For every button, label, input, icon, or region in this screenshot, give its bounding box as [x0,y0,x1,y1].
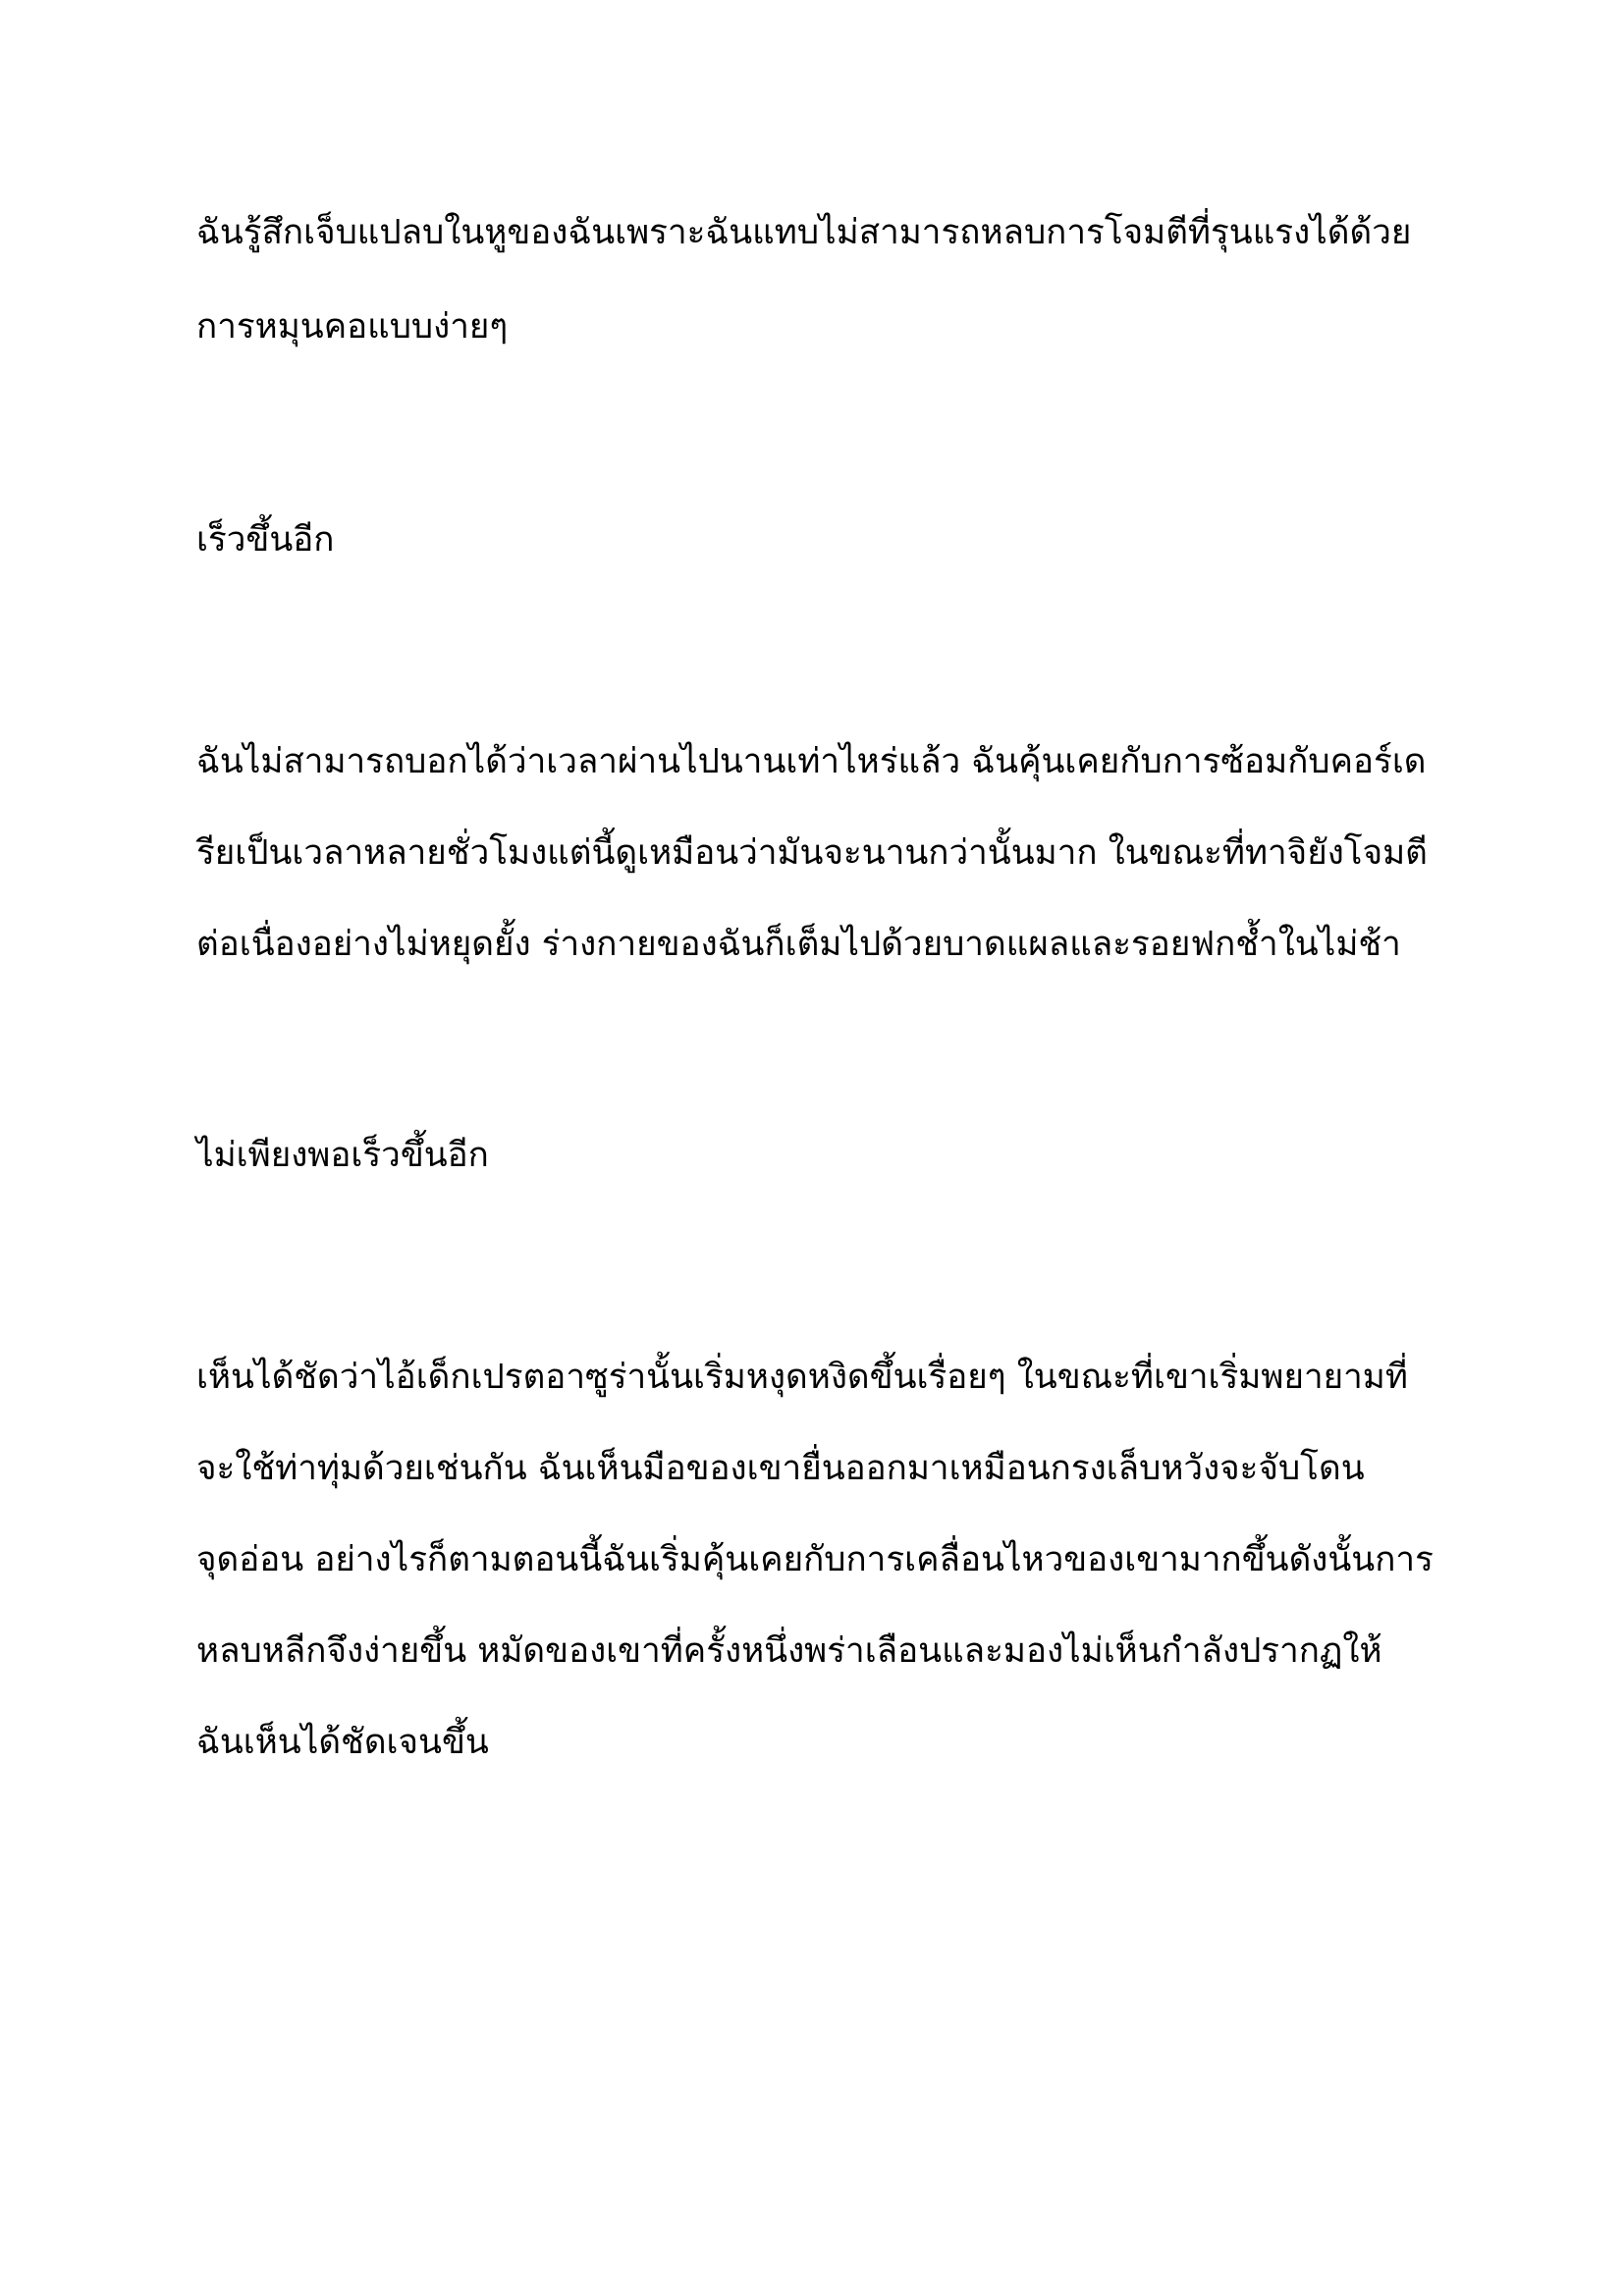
text-line: การหมุนคอแบบง่ายๆ [196,307,509,347]
text-line: จุดอ่อน อย่างไรก็ตามตอนนี้ฉันเริ่มคุ้นเคยกับการเคลื่อนไหวของเขามากขึ้นดังนั้นการ [196,1540,1434,1579]
text-line: ไม่เพียงพอเร็วขึ้นอีก [196,1136,489,1175]
text-line: เห็นได้ชัดว่าไอ้เด็กเปรตอาซูร่านั้นเริ่มหงุดหงิดขึ้นเรื่อยๆ ในขณะที่เขาเริ่มพยายามที่ [196,1358,1408,1397]
text-line: ต่อเนื่องอย่างไม่หยุดยั้ง ร่างกายของฉันก็เต็มไปด้วยบาดแผลและรอยฟกช้ำในไม่ช้า [196,925,1401,964]
text-line: หลบหลีกจึงง่ายขึ้น หมัดของเขาที่ครั้งหนึ่งพร่าเลือนและมองไม่เห็นกำลังปรากฏให้ [196,1631,1382,1671]
text-line: ฉันรู้สึกเจ็บแปลบในหูของฉันเพราะฉันแทบไม่สามารถหลบการโจมตีที่รุนแรงได้ด้วย [196,213,1412,252]
text-line: ฉันเห็นได้ชัดเจนขึ้น [196,1723,489,1762]
text-line: ฉันไม่สามารถบอกได้ว่าเวลาผ่านไปนานเท่าไหร่แล้ว ฉันคุ้นเคยกับการซ้อมกับคอร์เด [196,742,1427,781]
text-line: รียเป็นเวลาหลายชั่วโมงแต่นี้ดูเหมือนว่ามันจะนานกว่านั้นมาก ในขณะที่ทาจิยังโจมตี [196,833,1428,873]
text-line: จะใช้ท่าทุ่มด้วยเช่นกัน ฉันเห็นมือของเขายื่นออกมาเหมือนกรงเล็บหวังจะจับโดน [196,1449,1365,1488]
text-line: เร็วขึ้นอีก [196,520,335,560]
